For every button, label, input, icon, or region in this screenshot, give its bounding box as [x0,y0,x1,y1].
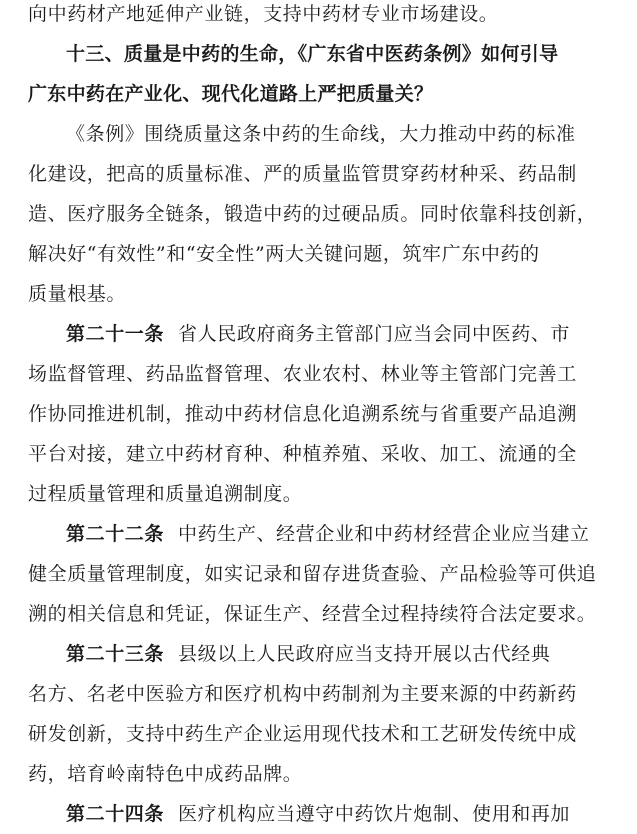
paragraph-line: 质量根基。 [28,283,127,305]
paragraph-line: 研发创新，支持中药生产企业运用现代技术和工艺研发传统中成 [28,723,577,745]
article-text: 省人民政府商务主管部门应当会同中医药、市 [178,323,571,345]
paragraph-line: 健全质量管理制度，如实记录和留存进货查验、产品检验等可供追 [28,563,597,585]
paragraph-line: 药，培育岭南特色中成药品牌。 [28,763,303,785]
article-label: 第二十四条 [66,803,165,825]
paragraph-line: 作协同推进机制，推动中药材信息化追溯系统与省重要产品追溯 [28,403,577,425]
paragraph-line: 溯的相关信息和凭证，保证生产、经营全过程持续符合法定要求。 [28,603,597,625]
paragraph-line: 名方、名老中医验方和医疗机构中药制剂为主要来源的中药新药 [28,683,577,705]
paragraph-line: 化建设，把高的质量标准、严的质量监管贯穿药材种采、药品制 [28,163,577,185]
section-heading-continued: 广东中药在产业化、现代化道路上严把质量关？ [28,83,434,105]
paragraph-line: 向中药材产地延伸产业链，支持中药材专业市场建设。 [28,3,499,25]
article-label: 第二十三条 [66,643,165,665]
article-24-first-line [28,794,618,834]
article-label: 第二十二条 [66,523,165,545]
article-21-first-line [28,314,618,354]
article-text: 医疗机构应当遵守中药饮片炮制、使用和再加 [178,803,571,825]
paragraph-line: 造、医疗服务全链条，锻造中药的过硬品质。同时依靠科技创新， [28,203,597,225]
section-heading: 十三、质量是中药的生命，《广东省中医药条例》如何引导 [66,43,559,65]
article-label: 第二十一条 [66,323,165,345]
article-text: 县级以上人民政府应当支持开展以古代经典 [178,643,551,665]
paragraph-line: 场监督管理、药品监督管理、农业农村、林业等主管部门完善工 [28,363,577,385]
article-text: 中药生产、经营企业和中药材经营企业应当建立 [178,523,590,545]
article-22-first-line [28,514,618,554]
paragraph-line: 平台对接，建立中药材育种、种植养殖、采收、加工、流通的全 [28,443,577,465]
document-page [28,0,618,834]
paragraph-line: 解决好“有效性”和“安全性”两大关键问题，筑牢广东中药的 [28,243,540,265]
paragraph-line: 《条例》围绕质量这条中药的生命线，大力推动中药的标准 [66,123,576,145]
paragraph-line: 过程质量管理和质量追溯制度。 [28,483,303,505]
article-23-first-line [28,634,618,674]
